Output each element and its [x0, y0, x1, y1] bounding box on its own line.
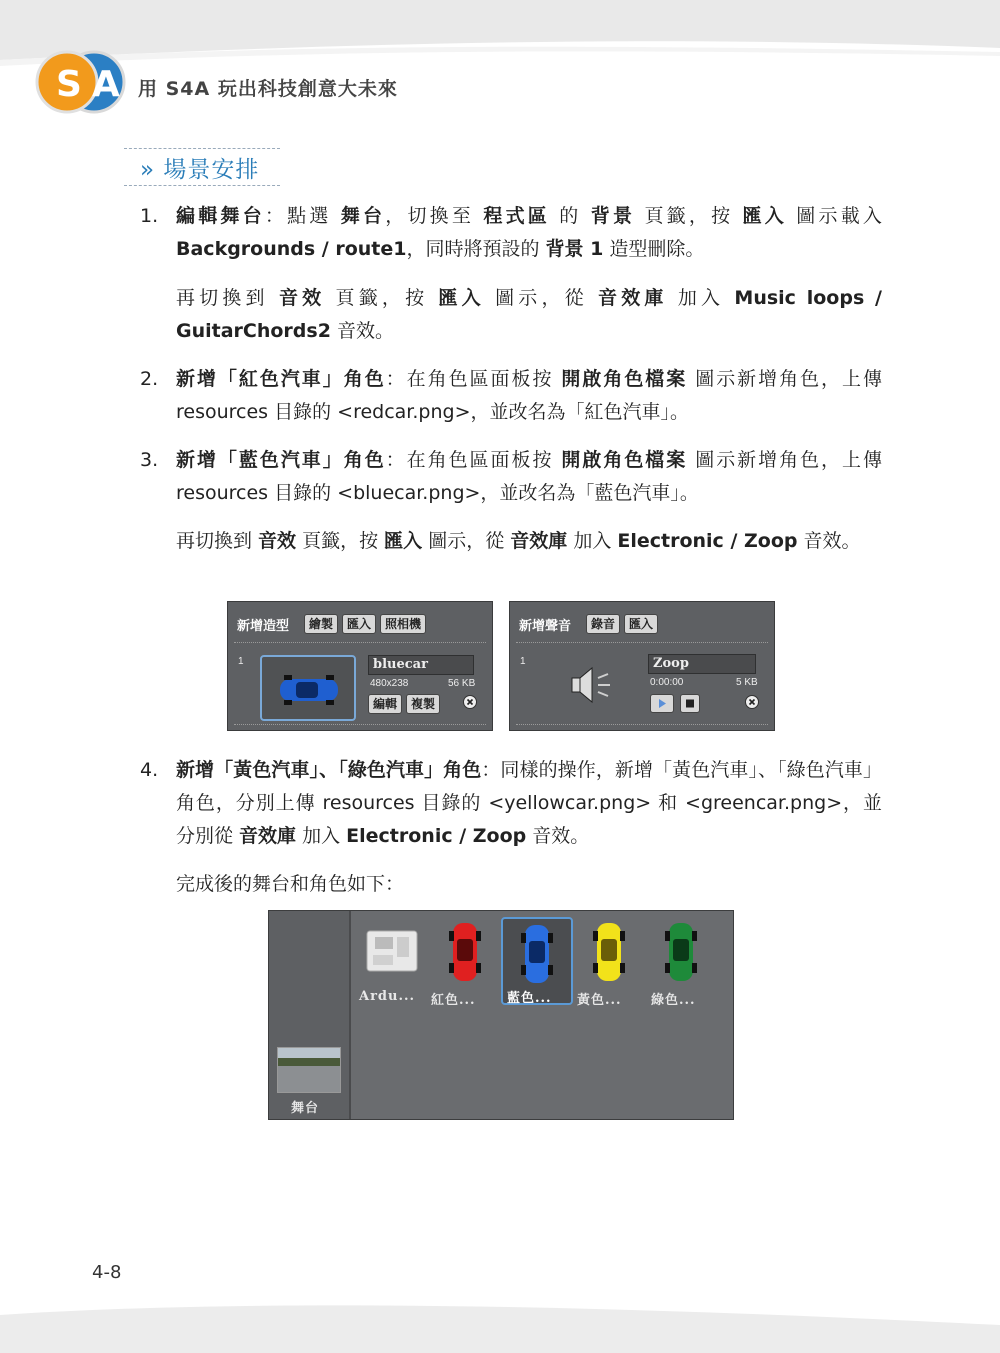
play-button[interactable]	[650, 694, 674, 713]
item-4-paragraph: 新增「黃色汽車」、「綠色汽車」角色：同樣的操作，新增「黃色汽車」、「綠色汽車」角色，分別上傳 resources 目錄的 <yellowcar.png> 和 <greencar.png>，並分別從 音效庫 加入 Electronic / Zoop 音效。	[176, 759, 882, 847]
item-1-paragraph: 編輯舞台：點選 舞台，切換至 程式區 的 背景 頁籤，按 匯入 圖示載入 Backgrounds / route1，同時將預設的 背景 1 造型刪除。	[176, 205, 882, 260]
sprite-label: 綠色...	[651, 993, 696, 1008]
costume-size: 56 KB	[448, 678, 476, 689]
yellow-car-icon	[591, 919, 627, 985]
divider	[234, 642, 486, 643]
item-number: 3.	[140, 449, 159, 471]
sound-button-row	[586, 614, 658, 634]
book-title: 用 S4A 玩出科技創意大未來	[138, 78, 398, 100]
item-4-paragraph-2: 完成後的舞台和角色如下：	[176, 873, 405, 895]
section-heading	[124, 148, 280, 186]
paint-button[interactable]: 繪製	[304, 614, 338, 634]
sprite-label: 紅色...	[431, 993, 476, 1008]
costume-panel	[227, 601, 493, 731]
section-title: » 場景安排	[140, 157, 260, 183]
edit-button[interactable]: 編輯	[368, 694, 402, 714]
import-button[interactable]: 匯入	[624, 614, 658, 634]
divider	[516, 642, 768, 643]
blue-car-icon	[262, 657, 354, 719]
costume-action-row	[368, 694, 440, 714]
costume-panel-title: 新增造型	[237, 619, 290, 634]
stop-icon	[681, 695, 699, 712]
sound-panel	[509, 601, 775, 731]
speaker-icon	[568, 664, 622, 706]
stop-button[interactable]	[680, 694, 700, 713]
item-number: 1.	[140, 205, 159, 227]
blue-car-icon	[519, 921, 555, 987]
item-number: 4.	[140, 759, 159, 781]
red-car-icon	[447, 919, 483, 985]
costume-button-row	[304, 614, 426, 634]
s4a-logo	[34, 48, 134, 118]
arduino-board-icon	[361, 925, 423, 977]
sprite-label: Ardu...	[359, 989, 416, 1004]
item-number: 2.	[140, 368, 159, 390]
item-3-paragraph: 新增「藍色汽車」角色：在角色區面板按 開啟角色檔案 圖示新增角色，上傳 resources 目錄的 <bluecar.png>，並改名為「藍色汽車」。	[176, 449, 882, 504]
sound-index: 1	[520, 656, 526, 667]
sprite-area	[268, 910, 734, 1120]
sound-size: 5 KB	[736, 677, 758, 688]
sound-time: 0:00:00	[650, 677, 684, 688]
stage-background-icon	[278, 1048, 340, 1092]
sprite-item-selected[interactable]	[501, 917, 573, 1005]
svg-text:A: A	[92, 64, 120, 105]
import-button[interactable]: 匯入	[342, 614, 376, 634]
play-icon	[651, 695, 673, 712]
record-button[interactable]: 錄音	[586, 614, 620, 634]
sound-panel-title: 新增聲音	[519, 619, 572, 634]
stage-label: 舞台	[291, 1101, 320, 1116]
divider	[516, 724, 768, 725]
svg-text:S: S	[56, 64, 82, 105]
costume-name-field[interactable]: bluecar	[368, 655, 474, 675]
divider	[234, 724, 486, 725]
sound-name-field[interactable]: Zoop	[648, 654, 756, 674]
costume-thumbnail[interactable]	[260, 655, 356, 721]
camera-button[interactable]: 照相機	[380, 614, 426, 634]
footer-band	[0, 1290, 1000, 1353]
copy-button[interactable]: 複製	[406, 694, 440, 714]
stage-column	[269, 911, 351, 1119]
item-2-paragraph: 新增「紅色汽車」角色：在角色區面板按 開啟角色檔案 圖示新增角色，上傳 resources 目錄的 <redcar.png>，並改名為「紅色汽車」。	[176, 368, 882, 423]
costume-dimensions: 480x238	[370, 678, 409, 689]
item-1-paragraph-2: 再切換到 音效 頁籤，按 匯入 圖示，從 音效庫 加入 Music loops / GuitarChords2 音效。	[176, 287, 882, 342]
stage-thumbnail[interactable]	[277, 1047, 341, 1093]
green-car-icon	[663, 919, 699, 985]
sprite-label: 黃色...	[577, 993, 622, 1008]
header-band	[0, 0, 1000, 130]
close-icon[interactable]	[462, 694, 478, 710]
sprite-label: 藍色...	[507, 991, 552, 1006]
page-number: 4-8	[92, 1262, 122, 1283]
item-3-paragraph-2: 再切換到 音效 頁籤，按 匯入 圖示，從 音效庫 加入 Electronic / Zoop 音效。	[176, 530, 861, 552]
costume-index: 1	[238, 656, 244, 667]
close-icon[interactable]	[744, 694, 760, 710]
